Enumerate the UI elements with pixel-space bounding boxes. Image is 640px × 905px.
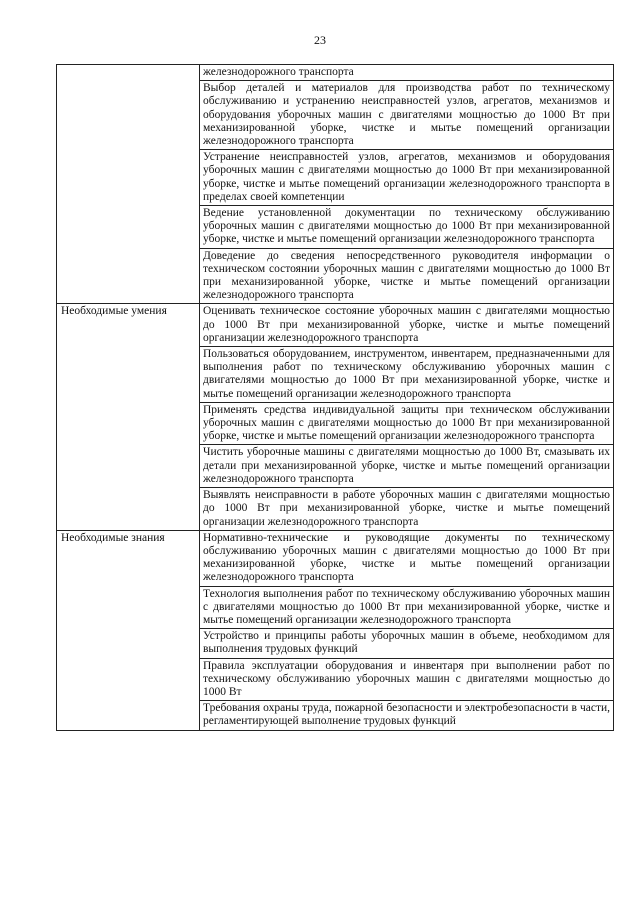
requirements-table [56, 64, 614, 731]
table-cell: Доведение до сведения непосредственного руководителя информации о техническом состоянии уборочных машин с двигателями мощностью до 1000 Вт при механизированной уборке, чистке и мытье помещений организации железнодорожного транспорта [200, 248, 614, 304]
table-cell: Ведение установленной документации по техническому обслуживанию уборочных машин с двигателями мощностью до 1000 Вт при механизированной уборке, чистке и мытье помещений организации железнодорожного транспорта [200, 206, 614, 249]
table-cell: Правила эксплуатации оборудования и инвентаря при выполнении работ по техническому обслуживанию уборочных машин с двигателями мощностью до 1000 Вт [200, 658, 614, 701]
table-cell: Выявлять неисправности в работе уборочных машин с двигателями мощностью до 1000 Вт при механизированной уборке, чистке и мытье помещений организации железнодорожного транспорта [200, 488, 614, 531]
table-row [57, 65, 614, 81]
table-cell: Применять средства индивидуальной защиты при техническом обслуживании уборочных машин с двигателями мощностью до 1000 Вт при механизированной уборке, чистке и мытье помещений организации железнодорожного транспорта [200, 402, 614, 445]
table-row [57, 530, 614, 586]
table-cell: Устранение неисправностей узлов, агрегатов, механизмов и оборудования уборочных машин с двигателями мощностью до 1000 Вт при механизированной уборке, чистке и мытье помещений организации железнодорожного транспорта в пределах своей компетенции [200, 150, 614, 206]
table-row [57, 304, 614, 347]
section-label-skills: Необходимые умения [57, 304, 200, 530]
table-cell: Нормативно-технические и руководящие документы по техническому обслуживанию уборочных машин с двигателями мощностью до 1000 Вт при механизированной уборке, чистке и мытье помещений организации железнодорожного транспорта [200, 530, 614, 586]
table-cell: Оценивать техническое состояние уборочных машин с двигателями мощностью до 1000 Вт при механизированной уборке, чистке и мытье помещений организации железнодорожного транспорта [200, 304, 614, 347]
table-cell: Выбор деталей и материалов для производства работ по техническому обслуживанию и устранению неисправностей узлов, агрегатов, механизмов и оборудования уборочных машин с двигателями мощностью до 1000 Вт при механизированной уборке, чистке и мытье помещений организации железнодорожного транспорта [200, 81, 614, 150]
table-cell: Пользоваться оборудованием, инструментом, инвентарем, предназначенными для выполнения работ по техническому обслуживанию уборочных машин с двигателями мощностью до 1000 Вт при механизированной уборке, чистке и мытье помещений организации железнодорожного транспорта [200, 347, 614, 403]
table-cell: железнодорожного транспорта [200, 65, 614, 81]
table-cell: Устройство и принципы работы уборочных машин в объеме, необходимом для выполнения трудовых функций [200, 629, 614, 658]
page-number: 23 [314, 33, 326, 47]
section-label-knowledge: Необходимые знания [57, 530, 200, 730]
section-label [57, 65, 200, 304]
table-cell: Требования охраны труда, пожарной безопасности и электробезопасности в части, регламентирующей выполнение трудовых функций [200, 701, 614, 730]
table-cell: Чистить уборочные машины с двигателями мощностью до 1000 Вт, смазывать их детали при механизированной уборке, чистке и мытье помещений организации железнодорожного транспорта [200, 445, 614, 488]
table-cell: Технология выполнения работ по техническому обслуживанию уборочных машин с двигателями мощностью до 1000 Вт при механизированной уборке, чистке и мытье помещений организации железнодорожного транспорта [200, 586, 614, 629]
